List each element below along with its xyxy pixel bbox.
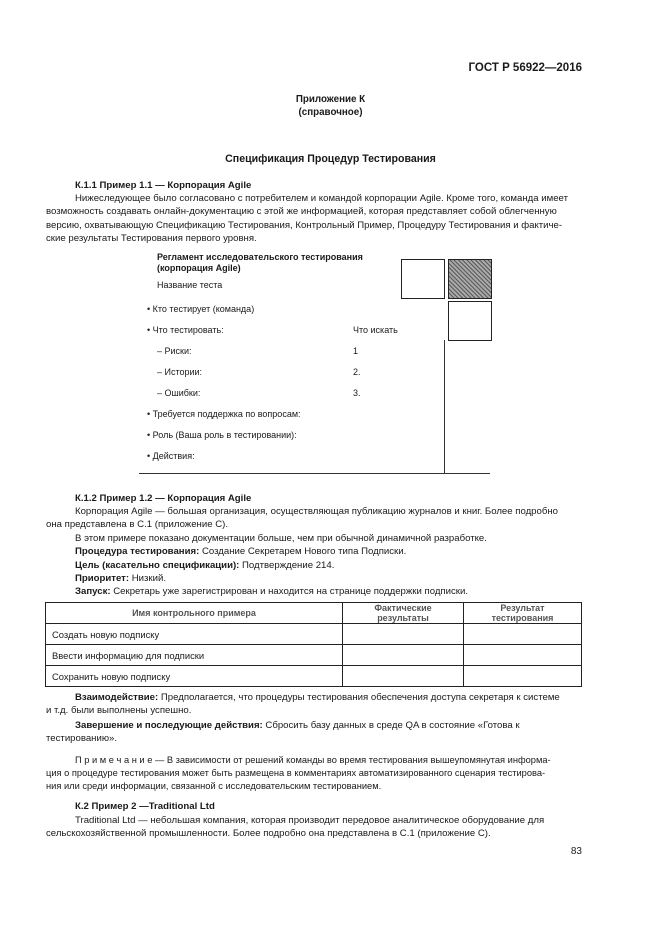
table-cell (464, 624, 582, 645)
start-value: Секретарь уже зарегистрирован и находится на странице поддержки подписки. (110, 586, 469, 598)
table-cell (464, 666, 582, 687)
form-hatched-box (448, 259, 492, 299)
table-row (46, 624, 582, 645)
interaction-line: и т.д. были выполнены успешно. (46, 705, 192, 717)
exploratory-test-form (139, 248, 494, 478)
section-k12-heading: К.1.2 Пример 1.2 — Корпорация Agile (75, 493, 252, 504)
form-test-name: Название теста (157, 280, 223, 290)
form-what-to-test: • Что тестировать: (147, 325, 224, 335)
table-cell (343, 645, 464, 666)
form-title-line: Регламент исследовательского тестирования (157, 252, 363, 262)
paragraph-line: ские результаты Тестирования первого уровня. (46, 233, 257, 245)
completion-text: Сбросить базу данных в среде QA в состояние «Готова к (262, 719, 520, 731)
form-risks: – Риски: (157, 346, 192, 356)
interaction-label: Взаимодействие: (75, 692, 159, 703)
section-k12-body (46, 505, 582, 599)
table-cell: Ввести информацию для подписки (46, 645, 343, 666)
paragraph-line: Нижеследующее было согласовано с потребителем и командой корпорации Agile. Кроме того, команда имеет (75, 193, 568, 204)
document-header: ГОСТ Р 56922—2016 (468, 62, 582, 74)
form-support: • Требуется поддержка по вопросам: (147, 409, 301, 419)
appendix-subtitle: (справочное) (298, 107, 363, 118)
priority-value: Низкий. (129, 573, 167, 585)
start-label: Запуск: (75, 586, 111, 598)
procedure-label: Процедура тестирования: (75, 546, 200, 558)
paragraph-line: возможность создавать онлайн-документацию с этой же информацией, которая представляет собой облегченную (46, 206, 557, 218)
table-cell (464, 645, 582, 666)
test-case-table (45, 602, 582, 687)
paragraph-line: версию, охватывающую Спецификацию Тестирования, Контрольный Пример, Процедуру Тестирования и фактиче- (46, 219, 563, 231)
form-risks-value: 1 (353, 346, 359, 356)
section-k2-body (46, 814, 582, 841)
completion-line (46, 719, 582, 732)
section-k11-heading: К.1.1 Пример 1.1 — Корпорация Agile (75, 180, 252, 191)
page-number: 83 (570, 846, 582, 857)
form-empty-box (401, 259, 445, 299)
note-line: ция о процедуре тестирования может быть размещена в комментариях автоматизированного сценария тестирова- (46, 768, 546, 779)
form-what-to-look: Что искать (353, 325, 398, 335)
spec-title: Спецификация Процедур Тестирования (225, 153, 436, 165)
appendix-title: Приложение К (295, 94, 366, 105)
table-row (46, 645, 582, 666)
table-cell: Сохранить новую подписку (46, 666, 343, 687)
form-bottom-rule (139, 473, 490, 474)
paragraph-line: она представлена в С.1 (приложение С). (46, 519, 228, 531)
goal-label: Цель (касательно спецификации): (75, 559, 240, 571)
form-vertical-rule (444, 340, 445, 473)
form-errors: – Ошибки: (157, 388, 201, 398)
note-label: П р и м е ч а н и е (75, 754, 153, 765)
start-line (46, 585, 582, 598)
completion-label: Завершение и последующие действия: (75, 719, 263, 731)
table-cell (343, 666, 464, 687)
table-cell (343, 624, 464, 645)
paragraph-line: сельскохозяйственной промышленности. Более подробно она представлена в С.1 (приложение С). (46, 828, 491, 840)
note-line: ния или среди информации, связанной с исследовательским тестированием. (46, 781, 382, 792)
form-title (157, 252, 363, 274)
paragraph-line: В этом примере показано документации больше, чем при обычной динамичной разработке. (75, 532, 487, 544)
interaction-line (46, 691, 582, 704)
appendix-heading (0, 93, 661, 119)
form-who-tests: • Кто тестирует (команда) (147, 304, 255, 314)
table-row (46, 666, 582, 687)
goal-line (46, 559, 582, 572)
table-header-cell: Имя контрольного примера (46, 603, 343, 624)
form-empty-box (448, 301, 492, 341)
priority-label: Приоритет: (75, 573, 130, 585)
paragraph-line: Корпорация Agile — большая организация, осуществляющая публикацию журналов и книг. Более подробно (75, 506, 558, 517)
paragraph-line: Traditional Ltd — небольшая компания, которая производит передовое аналитическое оборудование для (75, 815, 545, 826)
table-cell: Создать новую подписку (46, 624, 343, 645)
form-stories-value: 2. (353, 367, 361, 377)
table-header-cell: Фактические результаты (343, 603, 464, 624)
form-role: • Роль (Ваша роль в тестировании): (147, 430, 297, 440)
note-line (46, 754, 582, 767)
form-title-line: (корпорация Agile) (157, 263, 241, 273)
goal-value: Подтверждение 214. (239, 559, 335, 571)
section-k2-heading: К.2 Пример 2 —Traditional Ltd (75, 801, 215, 812)
note-text: — В зависимости от решений команды во время тестирования вышеупомянутая информа- (152, 754, 551, 765)
procedure-line (46, 545, 582, 558)
form-actions: • Действия: (147, 451, 195, 461)
completion-line: тестированию». (46, 733, 118, 745)
section-k11-paragraph (46, 192, 582, 246)
table-header-row (46, 603, 582, 624)
form-stories: – Истории: (157, 367, 203, 377)
priority-line (46, 572, 582, 585)
table-header-cell: Результат тестирования (464, 603, 582, 624)
form-errors-value: 3. (353, 388, 361, 398)
post-table-body (46, 691, 582, 794)
interaction-text: Предполагается, что процедуры тестирования обеспечения доступа секретаря к системе (158, 692, 560, 703)
procedure-value: Создание Секретарем Нового типа Подписки. (199, 546, 407, 558)
